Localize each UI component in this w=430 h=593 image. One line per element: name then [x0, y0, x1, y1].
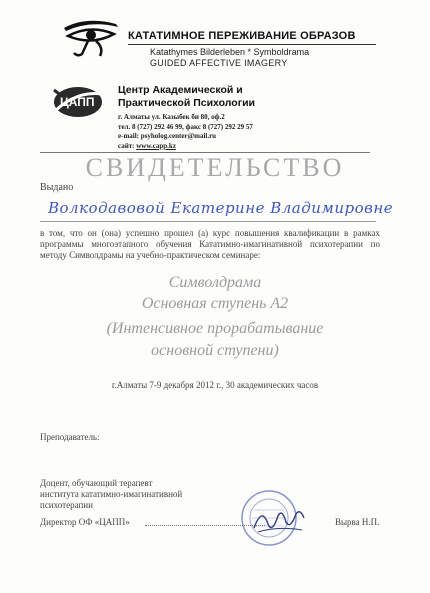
eye-of-horus-icon	[60, 14, 122, 58]
director-name: Вырва Н.П.	[335, 517, 380, 527]
org-address: г. Алматы ул. Казыбек би 80, оф.2	[118, 113, 225, 121]
org-name-line2: Практической Психологии	[118, 97, 255, 109]
header-rule	[128, 44, 376, 45]
header-title: КАТАТИМНОЕ ПЕРЕЖИВАНИЕ ОБРАЗОВ	[128, 30, 356, 42]
issued-label: Выдано	[40, 182, 74, 193]
org-email: e-mail: psyholog.center@mail.ru	[118, 132, 217, 140]
org-contacts	[118, 113, 253, 151]
course-date: г.Алматы 7-9 декабря 2012 г., 30 академических часов	[111, 380, 319, 390]
course-topic-line2: основной ступени)	[151, 342, 279, 359]
director-label: Директор ОФ «ЦАПП»	[40, 517, 130, 527]
signatory-title	[40, 478, 182, 511]
org-name	[118, 84, 255, 110]
header-subtitle-en: GUIDED AFFECTIVE IMAGERY	[150, 58, 288, 68]
logo-text: ЦАПП	[60, 95, 95, 109]
signatory-line1: Доцент, обучающий терапевт	[40, 478, 153, 488]
recipient-underline	[40, 221, 376, 222]
org-name-line1: Центр Академической и	[118, 84, 243, 96]
course-level: Основная ступень А2	[141, 295, 289, 312]
org-site-link[interactable]: www.capp.kz	[136, 141, 176, 150]
capp-logo-icon	[44, 82, 106, 122]
signatory-line2: института кататимно-имагинативной	[40, 489, 183, 499]
org-site-label: сайт:	[118, 141, 135, 150]
course-name: Символдрама	[168, 274, 262, 291]
signatory-line3: психотерапии	[40, 500, 93, 510]
org-site-row	[118, 142, 253, 152]
certificate-body: в том, что он (она) успешно прошел (а) курс повышения квалификации в рамках программы многоэтапного обучения Кататимно-имагинативной психотерапии по методу Символдрамы на учебно-практическом семинаре:	[40, 228, 380, 260]
org-phone: тел. 8 (727) 292 46 99, факс 8 (727) 292 29 57	[118, 122, 253, 131]
recipient-name: Волкодавовой Екатерине Владимировне	[48, 199, 394, 217]
course-topic-line1: (Интенсивное прорабатывание	[106, 320, 324, 337]
director-signature-icon	[248, 500, 308, 540]
header-subtitle-de: Katathymes Bilderleben * Symboldrama	[150, 47, 310, 57]
certificate-title: СВИДЕТЕЛЬСТВО	[85, 153, 345, 182]
teacher-label: Преподаватель:	[40, 432, 100, 442]
